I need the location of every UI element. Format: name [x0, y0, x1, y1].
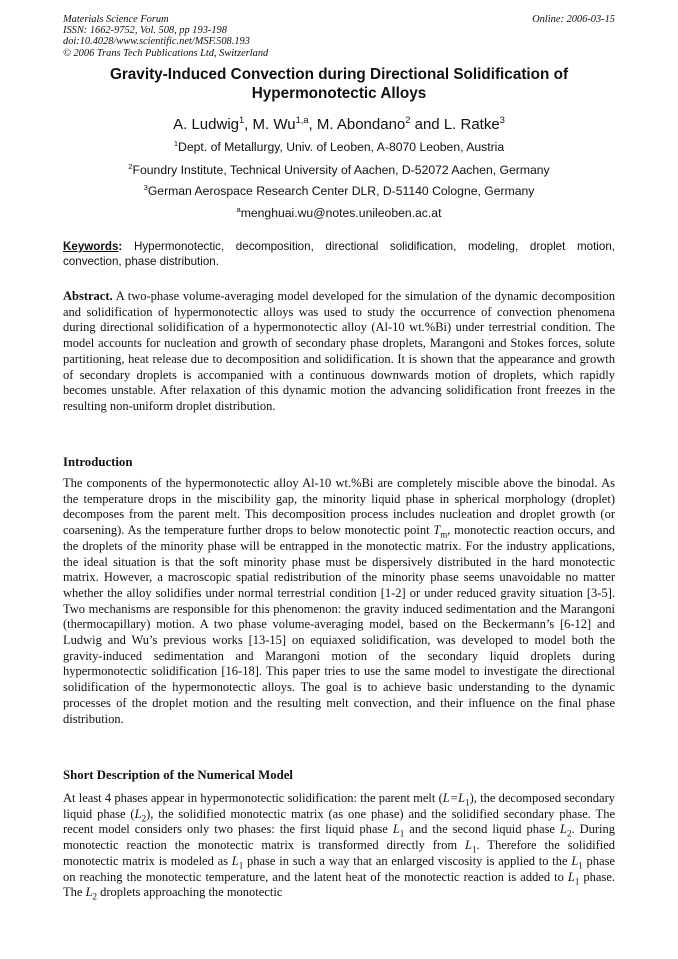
symbol-l: L [392, 822, 400, 837]
journal-name: Materials Science Forum [63, 14, 169, 25]
symbol-l: L [567, 869, 575, 884]
keywords-label: Keywords [63, 240, 119, 253]
model-text: . Therefore the solidified monotectic matrix is modeled as [63, 838, 616, 868]
intro-text-part-1: The components of the hypermonotectic alloy Al-10 wt.%Bi are completely miscible above the binodal. As the temperature drops in the miscibility gap, the minority liquid phase in spherical morphology (droplet) decomposes from the parent melt. This decomposition process includes nucleation and droplet growth (or coarsening). As the temperature further drops to below monotectic point [63, 476, 615, 538]
affiliation-mark: 3 [143, 182, 148, 192]
symbol-subscript: 2 [141, 813, 147, 824]
title-line-1: Gravity-Induced Convection during Directional Solidification of [109, 66, 569, 83]
author-affiliation-mark: 2 [405, 115, 411, 125]
model-text: droplets approaching the monotectic [97, 885, 283, 900]
online-date: Online: 2006-03-15 [532, 14, 615, 25]
affiliation-mark: 2 [128, 161, 133, 171]
model-paragraph [63, 791, 615, 901]
author-list [60, 116, 618, 133]
symbol-l: L [85, 885, 93, 900]
affiliation-mark: a [236, 204, 241, 214]
journal-header [63, 14, 268, 59]
author-separator: and [410, 116, 444, 133]
symbol-t: T [433, 523, 441, 538]
author-separator: , [244, 116, 253, 133]
model-text: and the second liquid phase [404, 822, 560, 837]
symbol-subscript: 1 [465, 797, 470, 808]
corresponding-email [60, 206, 618, 220]
symbol-subscript: m [440, 529, 448, 540]
copyright-line: © 2006 Trans Tech Publications Ltd, Switzerland [63, 47, 269, 59]
author-affiliation-mark: 3 [499, 115, 505, 125]
model-text: ), the solidified monotectic matrix (as one phase) and the solidified secondary phase. The recent model considers only two phases: the first liquid phase [63, 806, 615, 837]
affiliation-1 [60, 140, 618, 154]
symbol-subscript: 2 [92, 891, 98, 902]
keywords-text: Hypermonotectic, decomposition, directional solidification, modeling, droplet motion, convection, phase distribution. [63, 240, 615, 268]
doi-link[interactable]: doi:10.4028/www.scientific.net/MSF.508.193 [63, 36, 250, 48]
keywords: Keywords: Hypermonotectic, decomposition, directional solidification, modeling, droplet motion, convection, phase distribution. [63, 240, 615, 268]
affiliation-text: Dept. of Metallurgy, Univ. of Leoben, A-8070 Leoben, Austria [178, 140, 505, 154]
symbol-l: L [559, 822, 567, 837]
symbol-subscript: 1 [399, 828, 405, 839]
symbol-subscript: 1 [578, 860, 583, 871]
symbol-subscript: 2 [566, 828, 572, 839]
affiliation-text: Foundry Institute, Technical University of Aachen, D-52072 Aachen, Germany [132, 163, 550, 177]
abstract [63, 289, 615, 415]
email-link[interactable]: menghuai.wu@notes.unileoben.ac.at [240, 206, 442, 220]
symbol-l: L [134, 806, 142, 821]
intro-text-part-2: , monotectic reaction occurs, and the droplets of the minority phase will be entrapped in the monotectic matrix. For the industry applications, the ideal situation is that the soft minority phase must be dispersively distributed in the hard monotectic matrix. However, a macroscopic spatial redistribution of the minority phase seems unavoidable no matter whether the alloy solidifies under normal terrestrial condition [1-2] or under reduced gravity situation [3-5]. Two mechanisms are responsible for this phenomenon: the gravity induced sedimentation and the Marangoni (thermocapillary) motion. A two phase volume-averaging model, based on the Beckermann’s [6-12] and Ludwig and Wu’s previous works [13-15] on equiaxed solidification, was developed to model both the gravity-induced sedimentation and Marangoni motion of the secondary liquid droplets during hypermonotectic solidification [16-18]. This paper tries to use the same model to investigate the directional solidification of the hypermonotectic alloys. The goal is to achieve basic understanding to the dynamic processes of the droplet motion and the resulting melt convection, and their influence on the final phase distribution. [63, 523, 615, 726]
symbol-l: L [231, 853, 239, 868]
symbol-subscript: 1 [471, 844, 477, 855]
author: L. Ratke [443, 116, 500, 133]
author-separator: , [308, 116, 317, 133]
introduction-paragraph [63, 476, 615, 727]
title-line-2: Hypermonotectic Alloys [251, 85, 427, 102]
author-affiliation-mark: 1,a [295, 115, 309, 125]
abstract-text: A two-phase volume-averaging model developed for the simulation of the dynamic decomposition and solidification of hypermonotectic alloys was used to study the occurrence of convection phenomena during directional solidification of a hypermonotectic alloy (Al-10 wt.%Bi) under terrestrial condition. The model accounts for nucleation and growth of secondary phase droplets, Marangoni and Stokes forces, solute partitioning, heat release due to decomposition and solidification. It is shown that the appearance and growth of secondary droplets is accompanied with a continuous downwards motion of droplets, which rapidly becomes unstable. After relaxation of this dynamic motion the advancing solidification front freezes in the resulting non-uniform droplet distribution. [63, 289, 615, 413]
paper-title [70, 65, 608, 103]
model-heading: Short Description of the Numerical Model [63, 768, 293, 782]
affiliation-3 [60, 184, 618, 198]
model-text: At least 4 phases appear in hypermonotectic solidification: the parent melt ( [63, 791, 443, 805]
issn-line: ISSN: 1662-9752, Vol. 508, pp 193-198 [63, 25, 227, 37]
symbol-subscript: 1 [574, 876, 580, 887]
model-text: . During monotectic reaction the monotectic matrix is transformed directly from [63, 822, 615, 853]
author-affiliation-mark: 1 [239, 115, 245, 125]
affiliation-text: German Aerospace Research Center DLR, D-51140 Cologne, Germany [147, 184, 535, 198]
model-text: ), the decomposed secondary liquid phase ( [63, 791, 616, 821]
model-text: phase in such a way that an enlarged viscosity is applied to the [243, 853, 572, 868]
author: M. Abondano [316, 116, 406, 133]
abstract-label: Abstract. [63, 289, 113, 303]
author: M. Wu [252, 116, 296, 133]
introduction-heading: Introduction [63, 455, 133, 469]
affiliation-mark: 1 [173, 138, 179, 148]
author: A. Ludwig [173, 116, 239, 133]
affiliation-2 [60, 163, 618, 177]
symbol-subscript: 1 [238, 860, 244, 871]
model-text: phase. The [63, 869, 615, 900]
symbol-l: L=L [442, 791, 466, 805]
symbol-l: L [571, 853, 579, 868]
symbol-l: L [465, 838, 472, 853]
model-text: phase on reaching the monotectic temperature, and the latent heat of the monotectic reaction is added to [63, 853, 615, 884]
